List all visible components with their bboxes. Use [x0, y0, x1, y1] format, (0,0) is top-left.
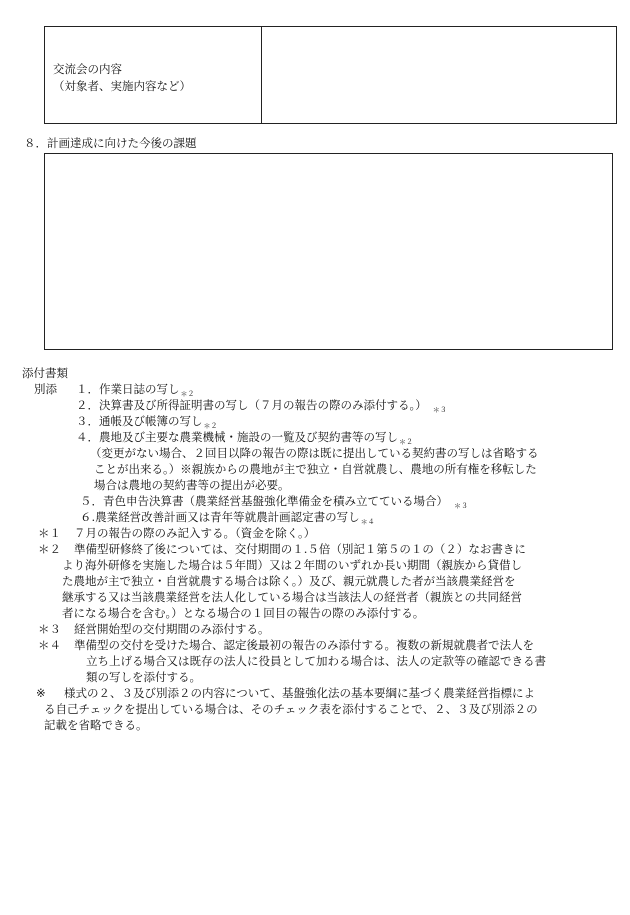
section8-textbox[interactable]: [44, 153, 613, 350]
note-4-line-2: 立ち上げる場合又は既存の法人に役員として加わる場合は、法人の定款等の確認できる書: [86, 654, 546, 668]
note-2-line-4: 継承する又は当該農業経営を法人化している場合は当該法人の経営者（親族との共同経営: [62, 590, 522, 604]
note-1-text: ７月の報告の際のみ記入する。（資金を除く。）: [74, 526, 316, 540]
kome-line-1: 様式の２、３及び別添２の内容について、基盤強化法の基本要綱に基づく農業経営指標によ: [64, 686, 536, 700]
note-4-line-3: 類の写しを添付する。: [86, 670, 201, 684]
kome-mark: ※: [36, 686, 46, 700]
attachment-item-3: ３．通帳及び帳簿の写し$_{*2}$: [76, 414, 218, 430]
exchange-content-field[interactable]: [263, 27, 615, 123]
note-2-line-3: た農地が主で独立・自営就農する場合は除く。）及び、親元就農した者が当該農業経営を: [62, 574, 516, 588]
note-1-mark: ＊１: [38, 526, 61, 540]
note-2-mark: ＊２: [38, 542, 61, 556]
kome-line-3: 記載を省略できる。: [44, 718, 148, 732]
kome-line-2: る自己チェックを提出している場合は、そのチェック表を添付することで、２、３及び別添２の: [44, 702, 538, 716]
attachment-item-4-note-1: （変更がない場合、２回目以降の報告の際は既に提出している契約書の写しは省略する: [90, 446, 539, 460]
exchange-table: [44, 26, 617, 124]
note-3-mark: ＊３: [38, 622, 61, 636]
note-3-text: 経営開始型の交付期間のみ添付する。: [74, 622, 270, 636]
attachment-item-4-note-2: ことが出来る。）※親族からの農地が主で独立・自営就農し、農地の所有権を移転した: [94, 462, 537, 476]
exchange-table-divider: [261, 27, 262, 123]
bessou-label: 別添: [34, 382, 57, 396]
note-2-line-2: より海外研修を実施した場合は５年間）又は２年間のいずれか長い期間（親族から貸借し: [62, 558, 522, 572]
attachments-heading: 添付書類: [22, 366, 68, 380]
exchange-label-1: 交流会の内容: [53, 62, 122, 76]
note-2-line-1: 準備型研修終了後については、交付期間の１.５倍（別記１第５の１の（２）なお書きに: [74, 542, 526, 556]
section8-heading: ８．計画達成に向けた今後の課題: [24, 136, 197, 150]
attachment-item-1: １．作業日誌の写し$_{*2}$: [76, 382, 195, 398]
attachment-item-4-note-3: 場合は農地の契約書等の提出が必要。: [94, 478, 290, 492]
attachment-item-6: ６.農業経営改善計画又は青年等就農計画認定書の写し$_{*4}$: [80, 510, 375, 526]
attachment-item-2: ２．決算書及び所得証明書の写し（７月の報告の際のみ添付する。） $_{*3}$: [76, 398, 447, 414]
note-4-line-1: 準備型の交付を受けた場合、認定後最初の報告のみ添付する。複数の新規就農者で法人を: [74, 638, 534, 652]
note-4-mark: ＊４: [38, 638, 61, 652]
exchange-label-2: （対象者、実施内容など）: [53, 79, 191, 93]
attachment-item-5: ５．青色申告決算書（農業経営基盤強化準備金を積み立てている場合） $_{*3}$: [80, 494, 468, 510]
attachment-item-4: ４．農地及び主要な農業機械・施設の一覧及び契約書等の写し$_{*2}$: [76, 430, 413, 446]
note-2-line-5: 者になる場合を含む。）となる場合の１回目の報告の際のみ添付する。: [62, 606, 425, 620]
